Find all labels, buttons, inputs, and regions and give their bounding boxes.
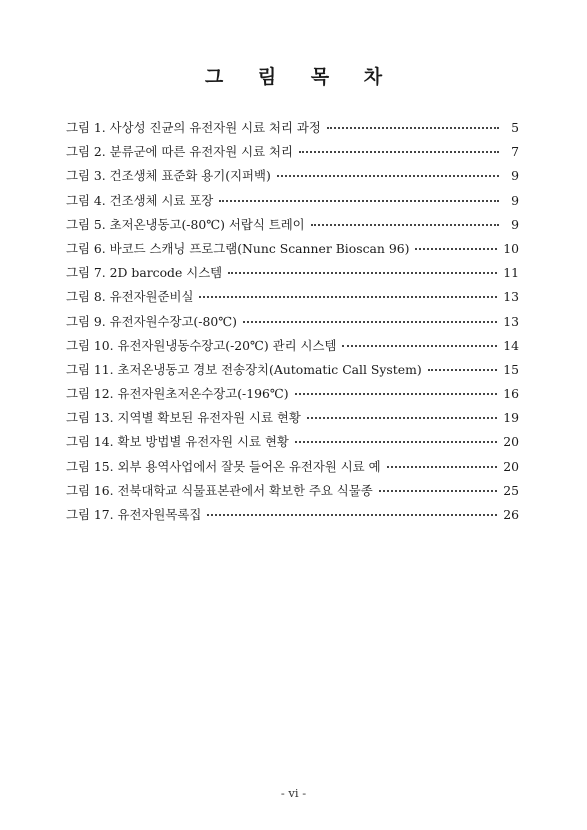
table-of-figures	[66, 118, 519, 529]
toc-entry[interactable]	[66, 432, 519, 456]
toc-entry-page: 20	[503, 434, 519, 450]
toc-entry[interactable]	[66, 142, 519, 166]
toc-entry-page: 19	[503, 410, 519, 426]
toc-leader-dots	[207, 513, 497, 516]
toc-entry[interactable]	[66, 215, 519, 239]
toc-entry-page: 9	[511, 216, 519, 232]
toc-entry-page: 26	[503, 507, 519, 522]
toc-entry-page: 7	[511, 144, 519, 160]
toc-entry-label: 그림 8. 유전자원준비실	[66, 289, 194, 305]
toc-entry-label: 그림 9. 유전자원수장고(-80℃)	[66, 313, 237, 329]
toc-leader-dots	[342, 344, 497, 347]
toc-entry-label: 그림 14. 확보 방법별 유전자원 시료 현황	[66, 434, 289, 450]
toc-leader-dots	[299, 150, 499, 153]
toc-entry[interactable]	[66, 505, 519, 529]
toc-leader-dots	[295, 392, 498, 395]
toc-entry-page: 25	[503, 482, 519, 498]
toc-entry-page: 11	[503, 265, 519, 281]
toc-entry-label: 그림 17. 유전자원목록집	[66, 507, 202, 522]
toc-entry-page: 10	[503, 240, 519, 256]
toc-entry-label: 그림 3. 건조생체 표준화 용기(지퍼백)	[66, 168, 271, 184]
toc-entry-label: 그림 5. 초저온냉동고(-80℃) 서랍식 트레이	[66, 216, 305, 232]
toc-leader-dots	[327, 126, 499, 129]
toc-entry[interactable]	[66, 336, 519, 360]
toc-leader-dots	[307, 416, 497, 419]
toc-entry-page: 15	[503, 361, 519, 377]
toc-entry[interactable]	[66, 360, 519, 384]
toc-entry-label: 그림 6. 바코드 스캐닝 프로그램(Nunc Scanner Bioscan 96)	[66, 240, 410, 256]
toc-entry-page: 20	[503, 458, 519, 474]
toc-entry-label: 그림 11. 초저온냉동고 경보 전송장치(Automatic Call System)	[66, 361, 422, 377]
toc-leader-dots	[295, 440, 497, 443]
toc-leader-dots	[311, 223, 499, 226]
toc-entry-label: 그림 15. 외부 용역사업에서 잘못 들어온 유전자원 시료 예	[66, 458, 381, 474]
toc-entry-label: 그림 13. 지역별 확보된 유전자원 시료 현황	[66, 410, 301, 426]
toc-entry[interactable]	[66, 263, 519, 287]
toc-entry-label: 그림 12. 유전자원초저온수장고(-196℃)	[66, 386, 289, 402]
toc-leader-dots	[387, 465, 498, 468]
toc-entry-label: 그림 10. 유전자원냉동수장고(-20℃) 관리 시스템	[66, 337, 337, 353]
toc-entry-label: 그림 7. 2D barcode 시스템	[66, 265, 223, 281]
toc-entry-page: 14	[503, 337, 519, 353]
toc-leader-dots	[199, 295, 497, 298]
toc-leader-dots	[428, 368, 498, 371]
toc-entry-label: 그림 2. 분류군에 따른 유전자원 시료 처리	[66, 144, 293, 160]
toc-entry[interactable]	[66, 287, 519, 311]
toc-entry[interactable]	[66, 239, 519, 263]
toc-entry-page: 9	[511, 168, 519, 184]
toc-entry-label: 그림 16. 전북대학교 식물표본관에서 확보한 주요 식물종	[66, 482, 373, 498]
toc-entry[interactable]	[66, 481, 519, 505]
toc-leader-dots	[219, 199, 499, 202]
toc-leader-dots	[228, 271, 497, 274]
toc-entry[interactable]	[66, 457, 519, 481]
page-number-footer: - vi -	[280, 786, 307, 800]
toc-entry-label: 그림 4. 건조생체 시료 포장	[66, 192, 214, 208]
toc-entry-page: 16	[503, 386, 519, 402]
toc-entry[interactable]	[66, 118, 519, 142]
toc-entry-page: 9	[511, 192, 519, 208]
toc-entry-page: 13	[503, 289, 519, 305]
toc-entry[interactable]	[66, 191, 519, 215]
page-title: 그 림 목 차	[204, 66, 397, 88]
toc-leader-dots	[379, 489, 498, 492]
toc-entry-page: 13	[503, 313, 519, 329]
toc-entry[interactable]	[66, 312, 519, 336]
toc-leader-dots	[415, 247, 497, 250]
toc-entry[interactable]	[66, 166, 519, 190]
toc-entry-label: 그림 1. 사상성 진균의 유전자원 시료 처리 과정	[66, 120, 321, 135]
toc-leader-dots	[243, 320, 497, 323]
toc-entry[interactable]	[66, 408, 519, 432]
toc-leader-dots	[277, 174, 499, 177]
toc-entry[interactable]	[66, 384, 519, 408]
toc-entry-page: 5	[511, 120, 519, 135]
